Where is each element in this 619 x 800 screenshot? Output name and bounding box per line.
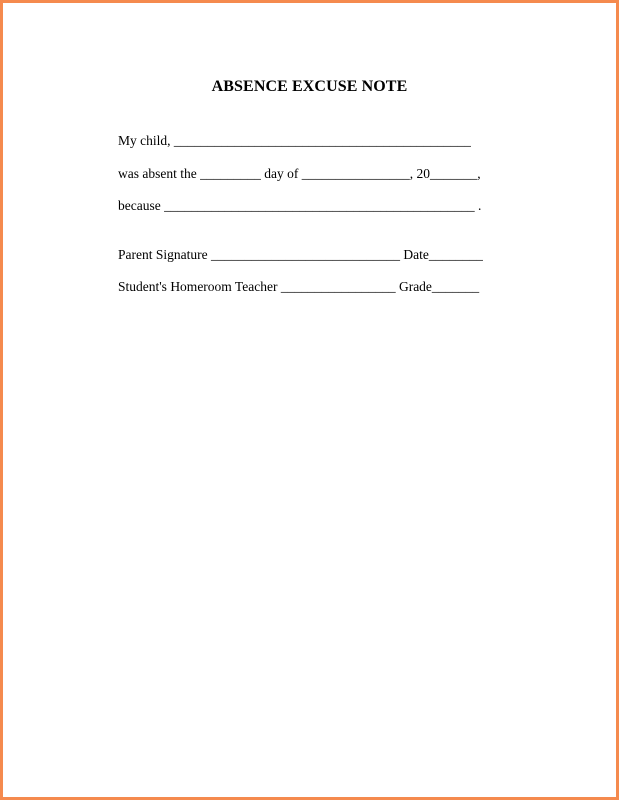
form-title: ABSENCE EXCUSE NOTE [211,78,408,95]
absence-reason-line: because ______________________________________________ . [118,198,482,213]
parent-signature-line: Parent Signature ____________________________ Date________ [118,247,483,262]
absence-date-line: was absent the _________ day of ________________, 20_______, [118,166,481,181]
homeroom-teacher-line: Student's Homeroom Teacher _________________ Grade_______ [118,279,480,294]
child-name-line: My child, ____________________________________________ [118,133,471,148]
